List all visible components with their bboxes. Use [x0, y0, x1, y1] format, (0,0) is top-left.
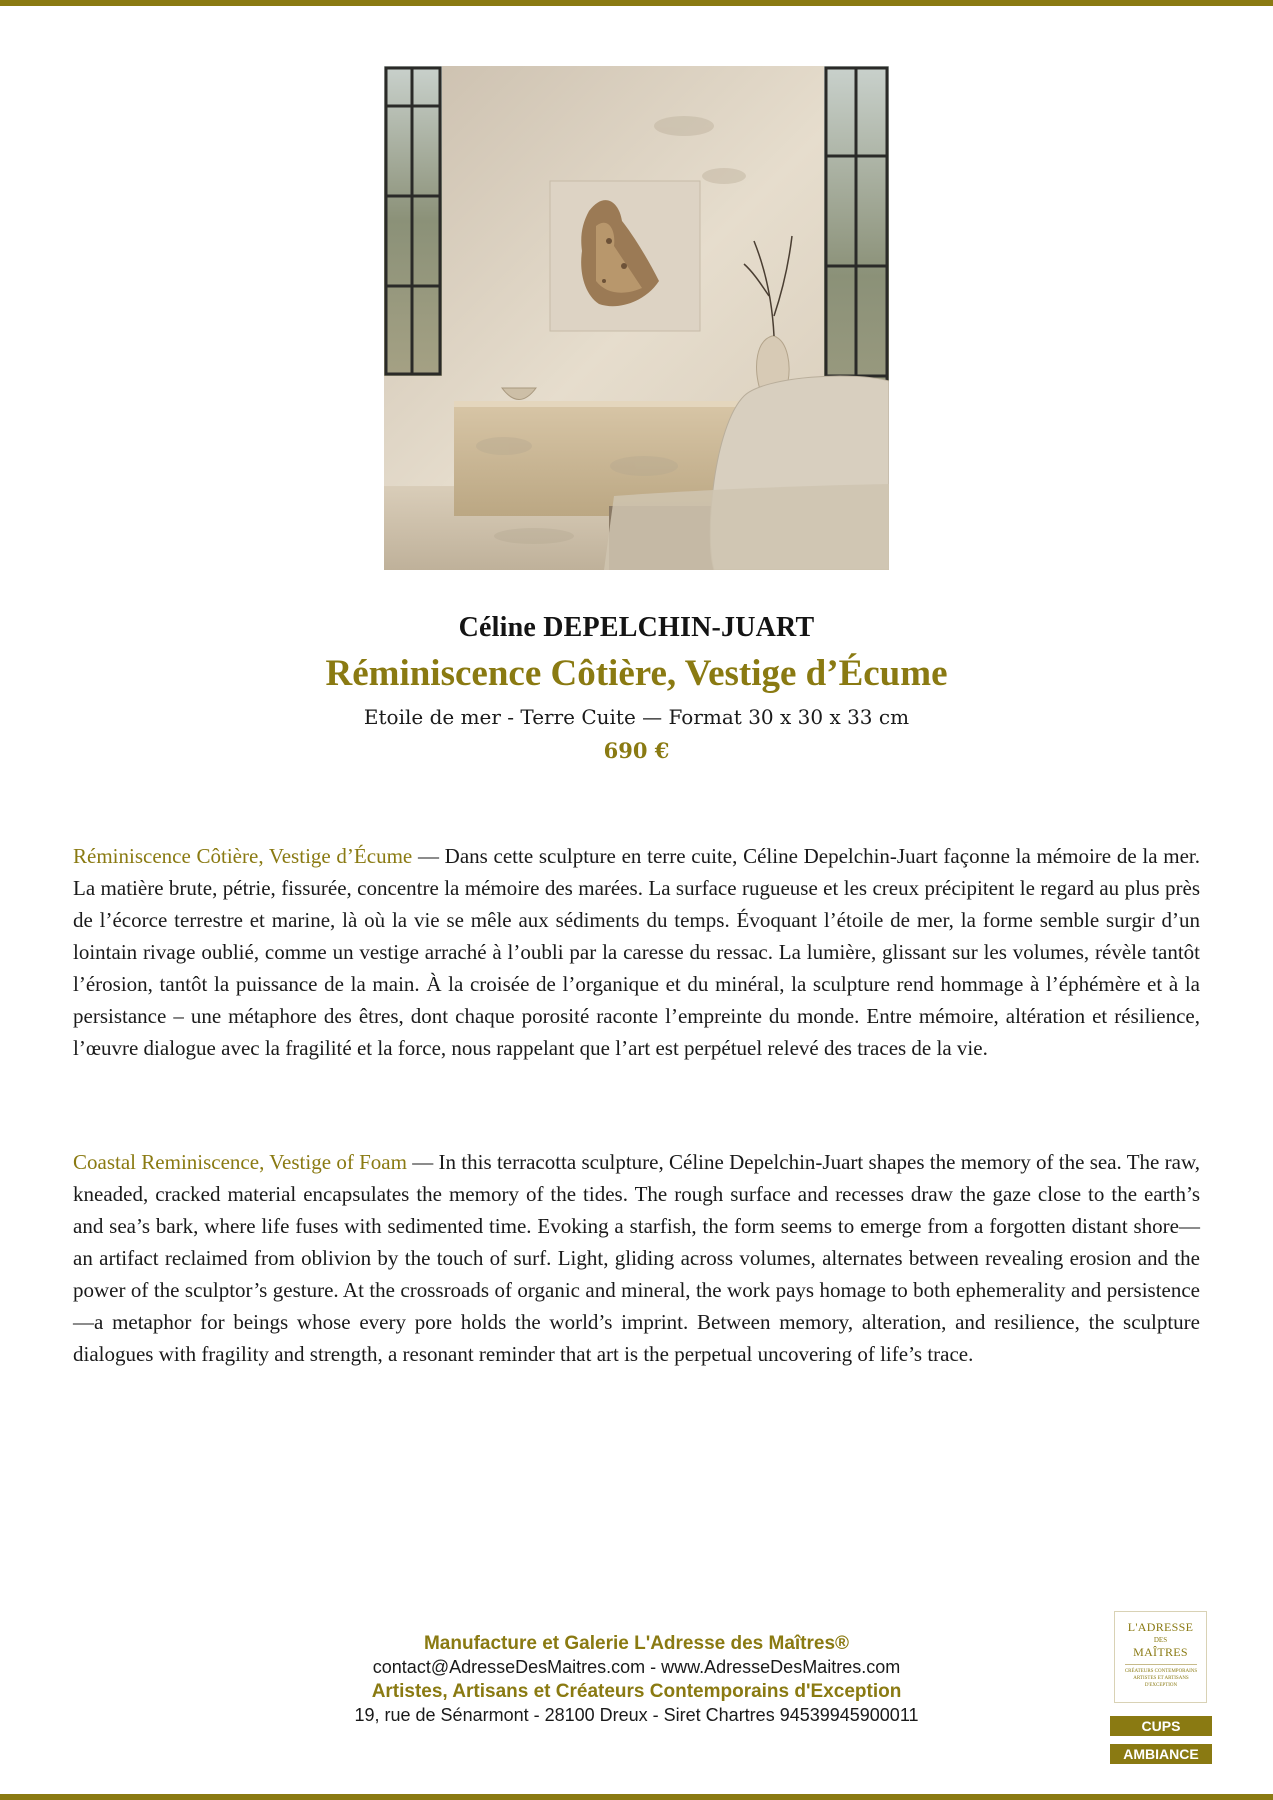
footer-tagline: Artistes, Artisans et Créateurs Contemporains d'Exception — [371, 1681, 902, 1702]
description-english-lead: Coastal Reminiscence, Vestige of Foam — [73, 1150, 407, 1174]
description-french-lead: Réminiscence Côtière, Vestige d’Écume — [73, 844, 413, 868]
bottom-border — [0, 1794, 1273, 1800]
footer-address: 19, rue de Sénarmont - 28100 Dreux - Siret Chartres 94539945900011 — [354, 1705, 919, 1725]
footer-contact: contact@AdresseDesMaitres.com - www.AdresseDesMaitres.com — [372, 1657, 901, 1677]
cups-badge: CUPS — [1110, 1716, 1212, 1736]
artwork-details: Etoile de mer - Terre Cuite — Format 30 x 30 x 33 cm — [363, 705, 910, 729]
artwork-title: Réminiscence Côtière, Vestige d’Écume — [325, 653, 948, 694]
logo-line-2: DES — [1153, 1636, 1168, 1644]
artwork-price: 690 € — [603, 738, 670, 763]
artwork-ambiance-photo — [384, 66, 889, 570]
footer-gallery-name: Manufacture et Galerie L'Adresse des Maîtres® — [423, 1633, 850, 1654]
description-english-text: — In this terracotta sculpture, Céline Depelchin-Juart shapes the memory of the sea. The raw, kneaded, cracked material encapsulates the memory of the tides. The rough surface and recesses draw the gaze close to the earth’s and sea’s bark, where life fuses with sedimented time. Evoking a starfish, the form seems to emerge from a forgotten distant shore—an artifact reclaimed from oblivion by the touch of surf. Light, gliding across volumes, alternates between revealing erosion and the power of the sculptor’s gesture. At the crossroads of organic and mineral, the work pays homage to both ephemerality and persistence—a metaphor for beings whose every pore holds the world’s imprint. Between memory, alteration, and resilience, the sculpture dialogues with fragility and strength, a resonant reminder that art is the perpetual uncovering of life’s trace. — [73, 1150, 1201, 1366]
logo-line-4: CRÉATEURS CONTEMPORAINS ARTISTES ET ARTISANS D'EXCEPTION — [1124, 1669, 1198, 1688]
description-french-text: — Dans cette sculpture en terre cuite, Céline Depelchin-Juart façonne la mémoire de la mer. La matière brute, pétrie, fissurée, concentre la mémoire des marées. La surface rugueuse et les creux précipitent le regard au plus près de l’écorce terrestre et marine, là où la vie se mêle aux sédiments du temps. Évoquant l’étoile de mer, la forme semble surgir d’un lointain rivage oublié, comme un vestige arraché à l’oubli par la caresse du ressac. La lumière, glissant sur les volumes, révèle tantôt l’érosion, tantôt la puissance de la main. À la croisée de l’organique et du minéral, la sculpture rend hommage à l’éphémère et à la persistance – une métaphore des êtres, dont chaque porosité raconte l’empreinte du monde. Entre mémoire, altération et résilience, l’œuvre dialogue avec la fragilité et la force, nous rappelant que l’art est perpétuel relevé des traces de la vie. — [73, 844, 1200, 1060]
logo-line-3: MAÎTRES — [1133, 1645, 1188, 1659]
gallery-logo — [1114, 1611, 1207, 1703]
logo-divider — [1125, 1664, 1197, 1665]
ambiance-badge: AMBIANCE — [1110, 1744, 1212, 1764]
logo-line-1: L'ADRESSE — [1127, 1620, 1194, 1634]
description-english — [73, 1146, 1200, 1370]
top-border — [0, 0, 1273, 6]
description-french — [73, 840, 1200, 1064]
artist-name: Céline DEPELCHIN-JUART — [458, 612, 815, 643]
